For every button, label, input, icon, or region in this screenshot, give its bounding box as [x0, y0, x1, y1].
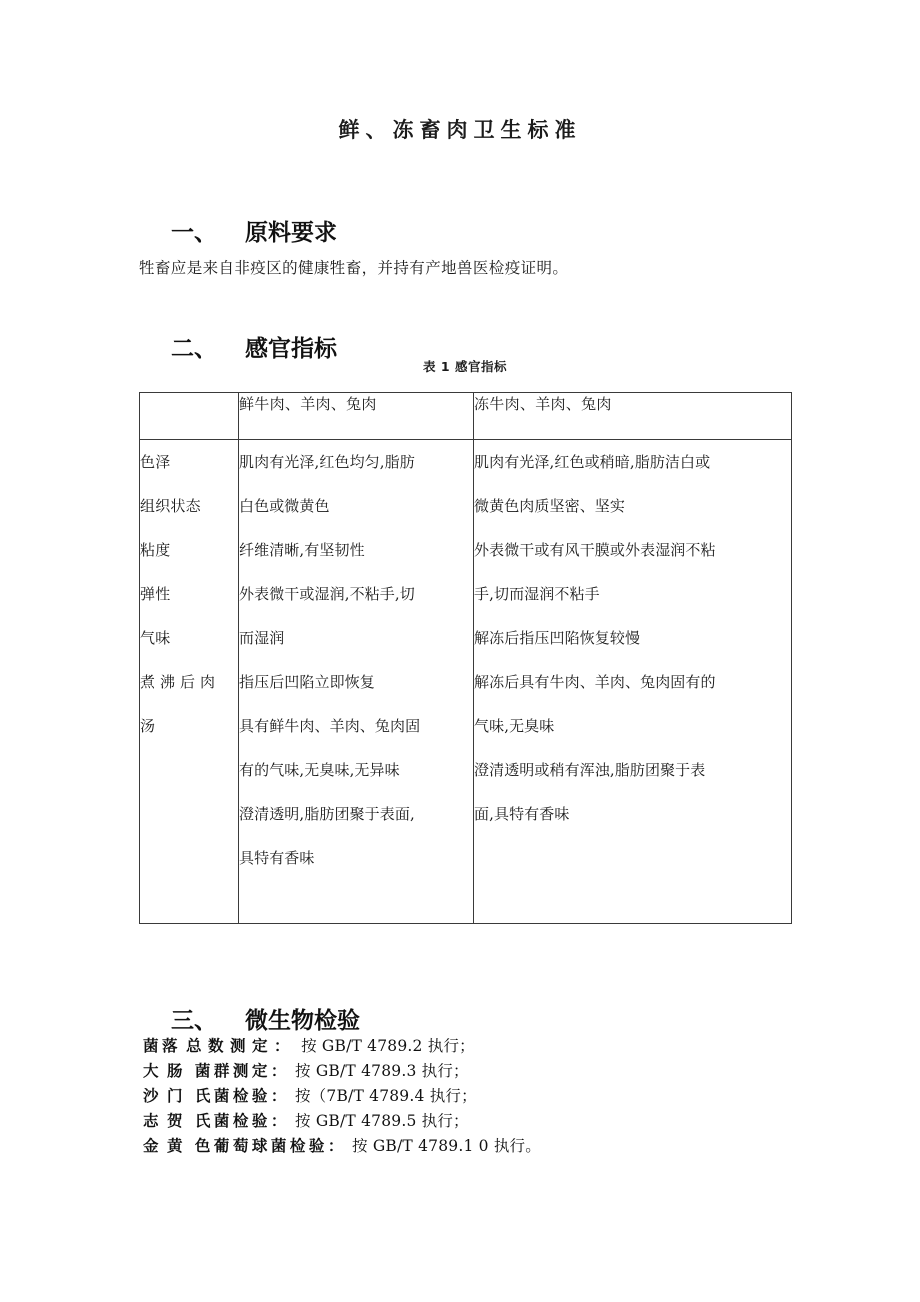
- table-cell-line: 弹性: [140, 585, 171, 603]
- section-number-2: 二、: [171, 336, 218, 362]
- section-title-3: 微生物检验: [245, 1008, 361, 1034]
- section-title-1: 原料要求: [245, 220, 338, 246]
- raw-material-paragraph: 牲畜应是来自非疫区的健康牲畜，并持有产地兽医检疫证明。: [139, 259, 569, 277]
- table-cell-line: 白色或微黄色: [239, 497, 330, 515]
- microbiology-item-lead-a: 金: [143, 1137, 163, 1155]
- table-cell-line: 而湿润: [239, 629, 285, 647]
- microbiology-list-item: [143, 1059, 541, 1084]
- table-header-frozen: 冻牛肉、羊肉、兔肉: [474, 393, 792, 440]
- table-cell-line: 具特有香味: [239, 849, 315, 867]
- microbiology-item-standard: 按 GB/T 4789.5 执行；: [289, 1112, 469, 1130]
- table-caption: 表 1 感官指标: [423, 359, 507, 374]
- table-cell-line: 面,具特有香味: [474, 805, 570, 823]
- table-cell-line: 手,切而湿润不粘手: [474, 585, 600, 603]
- microbiology-list-item: [143, 1109, 541, 1134]
- microbiology-item-standard: 按 GB/T 4789.1 0 执行。: [346, 1137, 541, 1155]
- table-cell-line: 解冻后具有牛肉、羊肉、兔肉固有的: [474, 673, 716, 691]
- microbiology-list-item: [143, 1134, 541, 1159]
- table-header-attribute: [140, 393, 239, 440]
- microbiology-item-lead-b: 黄 色葡萄球菌检验：: [166, 1137, 347, 1155]
- table-cell-line: 外表微干或湿润,不粘手,切: [239, 585, 415, 603]
- section-number-3: 三、: [171, 1008, 218, 1034]
- section-number-1: 一、: [171, 220, 218, 246]
- table-cell-line: 气味,无臭味: [474, 717, 555, 735]
- table-cell-line: 指压后凹陷立即恢复: [239, 673, 375, 691]
- microbiology-item-lead-a: 菌落: [143, 1037, 182, 1055]
- table-header-fresh: 鲜牛肉、羊肉、兔肉: [239, 393, 474, 440]
- table-cell-line: 气味: [140, 629, 171, 647]
- microbiology-item-standard: 按（7B/T 4789.4 执行；: [289, 1087, 477, 1105]
- section-title-2: 感官指标: [245, 336, 338, 362]
- sensory-indicators-table: [139, 392, 792, 924]
- microbiology-item-lead-a: 志: [143, 1112, 163, 1130]
- microbiology-item-standard: 按 GB/T 4789.2 执行；: [295, 1037, 475, 1055]
- table-cell-line: 具有鲜牛肉、羊肉、兔肉固: [239, 717, 421, 735]
- table-header-row: [140, 393, 792, 440]
- microbiology-list-item: [143, 1034, 541, 1059]
- table-cell-line: 有的气味,无臭味,无异味: [239, 761, 400, 779]
- page-title: 鲜、冻畜肉卫生标准: [338, 118, 582, 142]
- table-cell-fresh: [239, 440, 474, 924]
- table-cell-line: 解冻后指压凹陷恢复较慢: [474, 629, 641, 647]
- table-cell-line: 粘度: [140, 541, 171, 559]
- table-cell-line: 纤维清晰,有坚韧性: [239, 541, 365, 559]
- table-cell-frozen: [474, 440, 792, 924]
- table-cell-line: 肌肉有光泽,红色或稍暗,脂肪洁白或: [474, 453, 711, 471]
- table-cell-line: 肌肉有光泽,红色均匀,脂肪: [239, 453, 415, 471]
- microbiology-item-lead-a: 沙: [143, 1087, 163, 1105]
- microbiology-item-lead-b: 贺 氏菌检验：: [166, 1112, 290, 1130]
- microbiology-item-lead-b: 肠 菌群测定：: [166, 1062, 290, 1080]
- table-cell-attributes: [140, 440, 239, 924]
- table-row: [140, 440, 792, 924]
- microbiology-item-standard: 按 GB/T 4789.3 执行；: [289, 1062, 469, 1080]
- table-cell-line: 外表微干或有风干膜或外表湿润不粘: [474, 541, 716, 559]
- microbiology-item-lead-b: 门 氏菌检验：: [166, 1087, 290, 1105]
- table-cell-line: 色泽: [140, 453, 171, 471]
- table-cell-line: 煮沸后肉: [140, 673, 221, 691]
- microbiology-list-item: [143, 1084, 541, 1109]
- microbiology-item-lead-b: 总数测定：: [185, 1037, 296, 1055]
- table-cell-line: 澄清透明,脂肪团聚于表面,: [239, 805, 415, 823]
- table-cell-line: 澄清透明或稍有浑浊,脂肪团聚于表: [474, 761, 706, 779]
- microbiology-test-list: [143, 1034, 541, 1159]
- table-cell-line: 微黄色肉质坚密、坚实: [474, 497, 626, 515]
- table-cell-line: 组织状态: [140, 497, 201, 515]
- section-heading-sensory: [139, 304, 337, 389]
- microbiology-item-lead-a: 大: [143, 1062, 163, 1080]
- table-cell-line: 汤: [140, 717, 156, 735]
